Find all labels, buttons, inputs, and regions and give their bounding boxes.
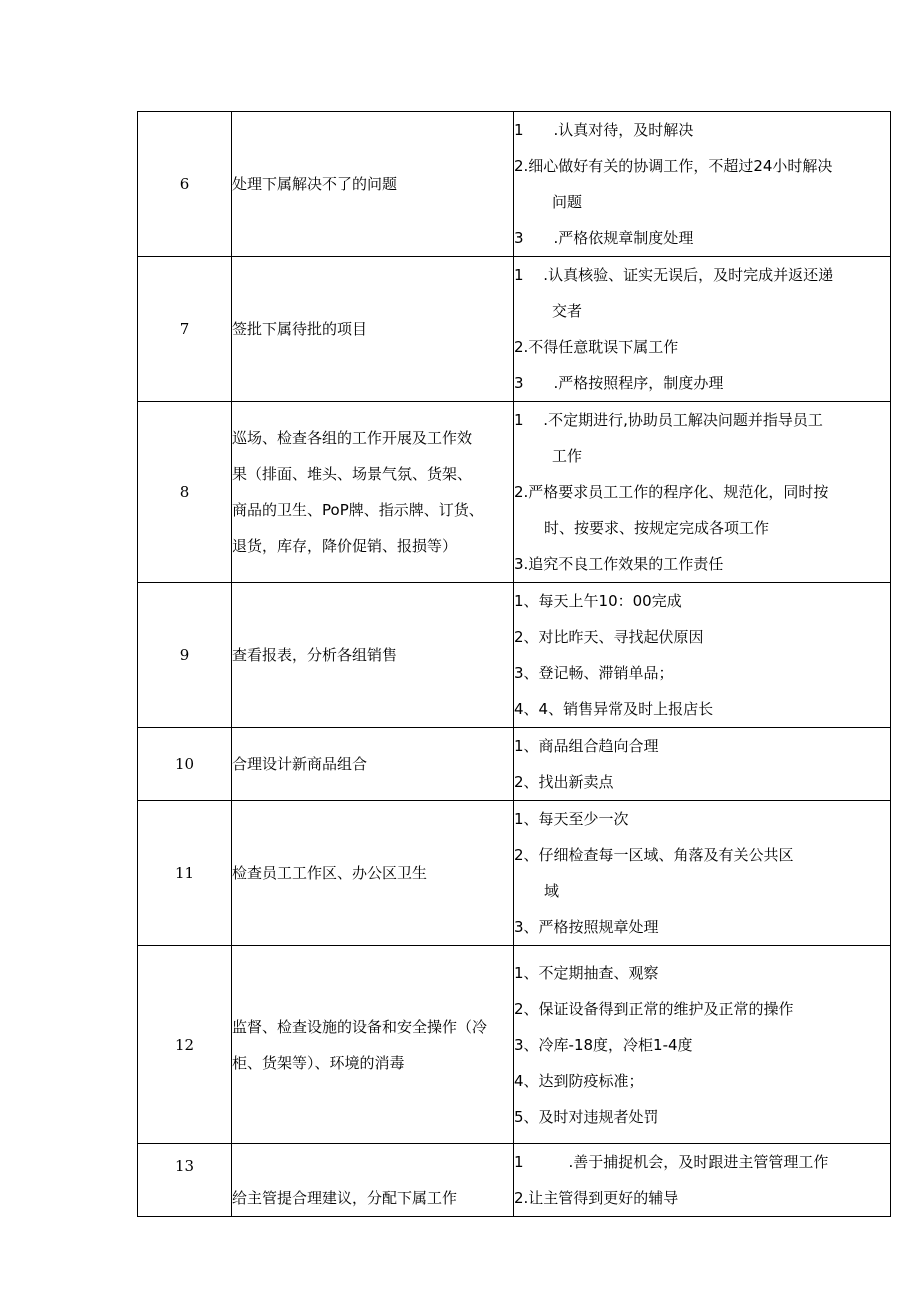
work-standard bbox=[514, 112, 891, 257]
standard-line: 2.让主管得到更好的辅导 bbox=[514, 1189, 679, 1207]
standard-line: 1 .善于捕捉机会，及时跟进主管管理工作 bbox=[514, 1153, 829, 1171]
task-line: 检查员工工作区、办公区卫生 bbox=[232, 864, 428, 882]
standard-line: 4、4、销售异常及时上报店长 bbox=[514, 700, 714, 718]
standard-line: 2.不得任意耽误下属工作 bbox=[514, 338, 679, 356]
item-number: 13 bbox=[138, 1144, 232, 1217]
standard-line: 2、找出新卖点 bbox=[514, 773, 614, 791]
standard-line: 1 .认真对待，及时解决 bbox=[514, 121, 694, 139]
standard-line: 3、登记畅、滞销单品； bbox=[514, 664, 674, 682]
table-row bbox=[138, 1144, 891, 1217]
task-line: 查看报表，分析各组销售 bbox=[232, 646, 398, 664]
work-standard bbox=[514, 583, 891, 728]
task-line: 果（排面、堆头、场景气氛、货架、 bbox=[232, 465, 473, 483]
task-line: 柜、货架等）、环境的消毒 bbox=[232, 1053, 405, 1072]
table-row bbox=[138, 402, 891, 583]
standard-line: 2、保证设备得到正常的维护及正常的操作 bbox=[514, 999, 794, 1018]
item-number: 7 bbox=[138, 257, 232, 402]
task-line: 巡场、检查各组的工作开展及工作效 bbox=[232, 429, 473, 447]
standard-line: 2.细心做好有关的协调工作，不超过24小时解决 bbox=[514, 157, 833, 175]
item-number: 10 bbox=[138, 728, 232, 801]
task-description bbox=[232, 728, 514, 801]
item-number: 12 bbox=[138, 946, 232, 1144]
task-description bbox=[232, 1144, 514, 1217]
work-standard bbox=[514, 946, 891, 1144]
standard-line: 1 .认真核验、证实无误后，及时完成并返还递 bbox=[514, 266, 834, 284]
standard-line: 工作 bbox=[552, 447, 583, 465]
work-standard bbox=[514, 402, 891, 583]
task-line: 合理设计新商品组合 bbox=[232, 755, 368, 773]
work-standard bbox=[514, 801, 891, 946]
standard-line: 问题 bbox=[552, 193, 583, 211]
task-line: 处理下属解决不了的问题 bbox=[232, 175, 398, 193]
standard-line: 域 bbox=[544, 882, 560, 900]
standard-line: 时、按要求、按规定完成各项工作 bbox=[544, 519, 770, 537]
standard-line: 1、商品组合趋向合理 bbox=[514, 737, 659, 755]
task-description bbox=[232, 257, 514, 402]
table-row bbox=[138, 583, 891, 728]
task-description bbox=[232, 112, 514, 257]
standard-line: 3 .严格按照程序，制度办理 bbox=[514, 374, 724, 392]
task-line: 给主管提合理建议，分配下属工作 bbox=[232, 1189, 458, 1207]
task-description bbox=[232, 946, 514, 1144]
task-description bbox=[232, 801, 514, 946]
standard-line: 1、每天上午10：00完成 bbox=[514, 592, 682, 610]
table-row bbox=[138, 801, 891, 946]
work-standard bbox=[514, 728, 891, 801]
item-number: 8 bbox=[138, 402, 232, 583]
task-line: 商品的卫生、PoP牌、指示牌、订货、 bbox=[232, 501, 484, 519]
standard-line: 3.追究不良工作效果的工作责任 bbox=[514, 555, 724, 573]
duty-table bbox=[137, 111, 891, 1217]
standard-line: 4、达到防疫标准； bbox=[514, 1071, 644, 1090]
standard-line: 1、每天至少一次 bbox=[514, 810, 629, 828]
standard-line: 交者 bbox=[552, 302, 583, 320]
task-line: 退货，库存，降价促销、报损等） bbox=[232, 537, 458, 555]
task-line: 监督、检查设施的设备和安全操作（冷 bbox=[232, 1017, 488, 1036]
task-line: 签批下属待批的项目 bbox=[232, 320, 368, 338]
standard-line: 3 .严格依规章制度处理 bbox=[514, 229, 694, 247]
duty-table-body bbox=[138, 112, 891, 1217]
standard-line: 1、不定期抽查、观察 bbox=[514, 963, 659, 982]
work-standard bbox=[514, 1144, 891, 1217]
item-number: 6 bbox=[138, 112, 232, 257]
standard-line: 3、冷库-18度，冷柜1-4度 bbox=[514, 1035, 693, 1054]
item-number: 9 bbox=[138, 583, 232, 728]
standard-line: 2、对比昨天、寻找起伏原因 bbox=[514, 628, 704, 646]
table-row bbox=[138, 946, 891, 1144]
item-number: 11 bbox=[138, 801, 232, 946]
table-row bbox=[138, 257, 891, 402]
table-row bbox=[138, 112, 891, 257]
standard-line: 5、及时对违规者处罚 bbox=[514, 1107, 659, 1126]
standard-line: 3、严格按照规章处理 bbox=[514, 918, 659, 936]
table-row bbox=[138, 728, 891, 801]
work-standard bbox=[514, 257, 891, 402]
standard-line: 1 .不定期进行,协助员工解决问题并指导员工 bbox=[514, 411, 823, 429]
task-description bbox=[232, 402, 514, 583]
standard-line: 2、仔细检查每一区域、角落及有关公共区 bbox=[514, 846, 794, 864]
task-description bbox=[232, 583, 514, 728]
standard-line: 2.严格要求员工工作的程序化、规范化，同时按 bbox=[514, 483, 829, 501]
